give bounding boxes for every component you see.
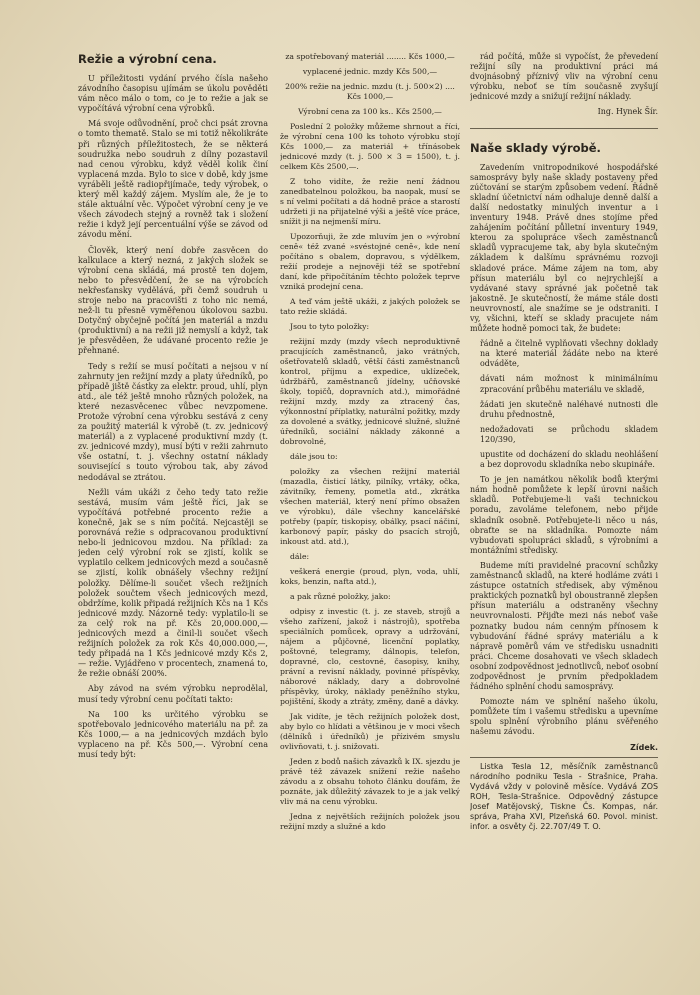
paragraph: Poslední 2 položky můžeme shrnout a říci, že výrobní cena 100 ks tohoto výrobku stojí Kčs 1000,— za materiál + třínásobek jednicové mzdy (t. j. 500 × 3 = 1500), t. j. celkem Kčs 2500,—. [280,122,460,171]
list-item: žádati jen skutečně naléhavé nutnosti dle druhu přednostně, [480,399,658,419]
paragraph: dále: [290,552,310,561]
paragraph: položky za všechen režijní materiál (mazadla, čisticí látky, pilníky, vrtáky, očka, závitníky, řemeny, pometla atd., zkrátka všechen materiál, který není přímo obsažen ve výrobku), dále všechny kancelářské potřeby (papír, tiskopisy, obálky, psací náčiní, karbonový papír, pásky do psacích strojů, inkoust atd. atd.), [280,467,460,546]
paragraph: Má svoje odůvodnění, proč chci psát zrovna o tomto thematě. Stalo se mi totiž několikráte při různých příležitostech, že se některá soudružka nebo soudruh z dílny pozastavil nad cenou výrobku, když věděl kolik činí vyplacená mzda. Bylo to sice v době, kdy jsme vyráběli ještě radiopřijímače, tedy výrobek, o který měl každý zájem. Myslím ale, že je to stále aktuální věc. Výpočet výrobní ceny je ve všech závodech stejný a rovněž tak i složení režie i když její percentuální výše se závod od závodu mění. [78,119,268,240]
paragraph: U příležitosti vydání prvého čísla našeho závodního časopisu ujímám se úkolu pověděti vám něco málo o tom, co je to režie a jak se vypočítává výrobní cena výrobků. [78,74,268,114]
paragraph: odpisy z investic (t. j. ze staveb, strojů a všeho zařízení, jakož i nástrojů), spotřeba speciálních pomůcek, opravy a udržování, nájem a půjčovné, licenční poplatky, poštovné, telegramy, dálnopis, telefon, dopravné, clo, cestovné, časopisy, knihy, právní a revisní náklady, povinné příspěvky, náborové náklady, dary a dobrovolné příspěvky, úroky, náklady peněžního styku, pojištění, škody a ztráty, změny, daně a dávky. [280,607,460,706]
paragraph: rád počítá, může si vypočíst, že převedení režijní síly na produktivní práci má dvojnásobný příznivý vliv na výrobní cenu výrobku, neboť se tím současně zvyšují jednicové mzdy a snižují režijní náklady. [470,52,658,102]
column-3 [470,52,658,932]
calc-line: za spotřebovaný materiál ........ Kčs 1000,— [285,52,455,61]
calc-total: Výrobní cena za 100 ks.. Kčs 2500,— [298,107,442,116]
article-title: Režie a výrobní cena. [78,52,217,66]
paragraph: Aby závod na svém výrobku neprodělal, musí tedy výrobní cenu počítati takto: [78,684,268,704]
paragraph: Upozorňuji, že zde mluvím jen o »výrobní ceně« též zvané »svéstojné ceně«, kde není počítáno s obalem, dopravou, s výdělkem, režií prodeje a nejnověji též se spotřební daní, kde připočítáním těchto položek teprve vzniká prodejní cena. [280,232,460,291]
paragraph: a pak různé položky, jako: [290,592,391,601]
paragraph: Člověk, který není dobře zasvěcen do kalkulace a který nezná, z jakých složek se výrobní cena skládá, má prostě ten dojem, nebo to přesvědčení, že se na výrobcích nekřesťansky vydělává, při čemž soudruh u stroje nebo na pracovišti z toho nic nemá, než-li tu přesně vyměřenou úkolovou sazbu. Dotyčný obyčejně počítá jen materiál a mzdu (produktivní) a na režii již nemyslí a když, tak je přesvěděen, že udávané procento režie je přehnané. [78,245,268,356]
calc-line: vyplacené jednic. mzdy Kčs 500,— [302,67,438,76]
paragraph: Jeden z bodů našich závazků k IX. sjezdu je právě též závazek snížení režie našeho závodu a z obsahu tohoto článku doufám, že poznáte, jak důležitý závazek to je a jak velký vliv má na cenu výrobku. [280,757,460,806]
paragraph: veškerá energie (proud, plyn, voda, uhlí, koks, benzin, nafta atd.), [280,567,460,586]
paragraph: A teď vám ještě ukáži, z jakých položek se tato režie skládá. [280,297,460,316]
article-title: Naše sklady výrobě. [470,140,601,155]
paragraph: režijní mzdy (mzdy všech neproduktivně pracujících zaměstnanců, jako vrátných, ošetřovatelů skladů, větší části zaměstnanců kontrol, příjmu a expedice, uklízeček, údržbářů, zaměstnanců jídelny, učňovské školy, topičů, dopravních atd.), mimořádné režijní mzdy, mzdy za ztracený čas, výkonnostní příplatky, naturální požitky, mzdy za dovolené a svátky, jednicové služné, služné úředníků, sociální náklady zákonné a dobrovolné, [280,337,460,446]
list-item: řádně a čitelně vyplňovati všechny doklady na které materiál žádáte nebo na které odváděte, [480,339,658,369]
paragraph: Jsou to tyto položky: [290,322,370,331]
paragraph: Tedy s režií se musí počítati a nejsou v ní zahrnuty jen režijní mzdy a platy úředníků, po případě jiště částky za elektr. proud, uhlí, plyn atd., ale též ještě mnoho různých položek, na které nezasvěcenec vůbec nevzpomene. Protože výrobní cena výrobku sestává z ceny za použitý materiál k výrobě (t. zv. jednicový materiál) a z vyplacené produktivní mzdy (t. zv. jednicové mzdy), musí býti v režii zahrnuto vše ostatní, t. j. všechny ostatní náklady související s touto výrobou tak, aby závod nedodával se ztrátou. [78,361,268,482]
column-2 [280,52,460,972]
paragraph: Pomozte nám ve splnění našeho úkolu, pomůžete tím i vašemu středisku a upevníme spolu splnění výrobního plánu svěřeného našemu závodu. [470,697,658,737]
paragraph: Zavedením vnitropodnikové hospodářské samosprávy byly naše sklady postaveny před zúčtování se starým způsobem vedení. Řádně skladní účetnictví nám odhaluje denně další a další nedostatky minulých inventur a i inventury 1948. Právě dnes stojíme před zahájením počítání půlletní inventury 1949, kterou za spolupráce všech zaměstnanců skladů vypracujeme tak, aby byla skutečným základem k dalšímu správnému rozvoji skladové práce. Máme zájem na tom, aby přísun materiálu byl co nejrychlejší a vydávané stavy správné jak početně tak jakostně. Je skutečností, že máme stále dosti neuvrovností, ale snažíme se je odstraniti. I vy, všichni, kteří se sklady pracujete nám můžete hodně pomoci tak, že budete: [470,162,658,334]
author-signature: Zídek. [630,742,658,752]
calc-line: 200% režie na jednic. mzdu (t. j. 500×2) .... Kčs 1000,— [285,82,455,101]
divider [470,128,658,129]
paragraph: Nežli vám ukáži z čeho tedy tato režie sestává, musím vám ještě říci, jak se vypočítává potřebné procento režie a konečně, jak se s ním počítá. Nejcastěji se porovnává režie s odpracovanou produktivní nebo-li jednicovou mzdou. Na příklad: za jeden celý výrobní rok se zjistí, kolik se vyplatilo celkem jednicových mezd a současně se zjistí, kolik obnášely všechny režijní položky. Dělíme-li součet všech režijních položek součtem všech jednicových mezd, obdržíme, kolik připadá režijních Kčs na 1 Kčs jednicové mzdy. Názorně tedy: vyplatilo-li se za celý rok na př. Kčs 20,000.000,— jednicových mezd a činil-li součet všech režijních položek za rok Kčs 40,000.000,—, tedy připadá na 1 Kčs jednicové mzdy Kčs 2,— režie. Vyjádřeno v procentech, znamená to, že režie obnáší 200%. [78,487,268,679]
list-item: dávati nám možnost k minimálnímu zpracování průběhu materiálu ve skladě, [480,374,658,394]
paragraph: Budeme míti pravidelné pracovní schůzky zaměstnanců skladů, na které hodláme zváti i zástupce ostatních středisek, aby výměnou praktických poznatků byl oboustranně zlepšen přísun materiálu a odstraněny všechny neuvrovnalosti. Přijďte mezi nás neboť vaše poznatky budou nám cenným přínosem k vybudování řádné správy materiálu a k nápravě poměrů vám ve středisku usnadniti práci. Chceme dosahovati ve všech skladech osobní zodpovědnost jednotlivců, neboť osobní zodpovědnost je prvním předpokladem řádného splnění chodu samosprávy. [470,560,658,692]
paragraph: Jak vidíte, je těch režijních položek dost, aby bylo co hlídati a většinou je v moci všech (dělníků i úředníků) je přízivém smyslu ovlivňovati, t. j. snižovati. [280,712,460,751]
list-item: nedožadovati se průchodu skladem 120/390, [480,424,658,444]
requests-list [470,339,658,470]
paragraph: To je jen namátkou několik bodů kterými nám hodně pomůžete k lepší úrovni našich skladů. Potřebujeme-li vaši technickou poradu, zavoláme telefonem, nebo přijde skladník osobně. Potřebujete-li něco u nás, obraťte se na skladníka. Pomozte nám vybudovati spolupráci skladů, s výrobními a montážními středisky. [470,475,658,555]
paragraph: Na 100 ks určitého výrobku se spotřebovalo jednicového materiálu na př. za Kčs 1000,— a na jednicových mzdách bylo vyplaceno na př. Kčs 500,—. Výrobní cena musí tedy být: [78,709,268,759]
author-signature: Ing. Hynek Šír. [597,107,658,117]
paragraph: Jedna z největších režijních položek jsou režijní mzdy a služné a kdo [280,812,460,831]
divider [470,757,658,758]
paragraph: dále jsou to: [290,452,338,461]
column-1 [78,52,268,932]
paragraph: Z toho vidíte, že režie není žádnou zanedbatelnou položkou, ba naopak, musí se s ní velmi počítati a dá hodně práce a starostí udržeti ji na přijatelné výši a ještě více práce, snížit ji na nejmenší míru. [280,177,460,226]
list-item: upustite od docházení do skladu neohlášení a bez doprovodu skladníka nebo skupináře. [480,450,658,470]
imprint: Listka Tesla 12, měsíčník zaměstnanců národního podniku Tesla - Strašnice, Praha. Vydává vždy v polovině měsíce. Vydává ZOS ROH, Tesla-Strašnice. Odpovědný zástupce Josef Matějovský, Tiskne Čs. Kompas, nár. správa, Praha XVI, Plzeňská 60. Povol. minist. infor. a osvěty čj. 22.707/49 T. O. [470,761,658,832]
